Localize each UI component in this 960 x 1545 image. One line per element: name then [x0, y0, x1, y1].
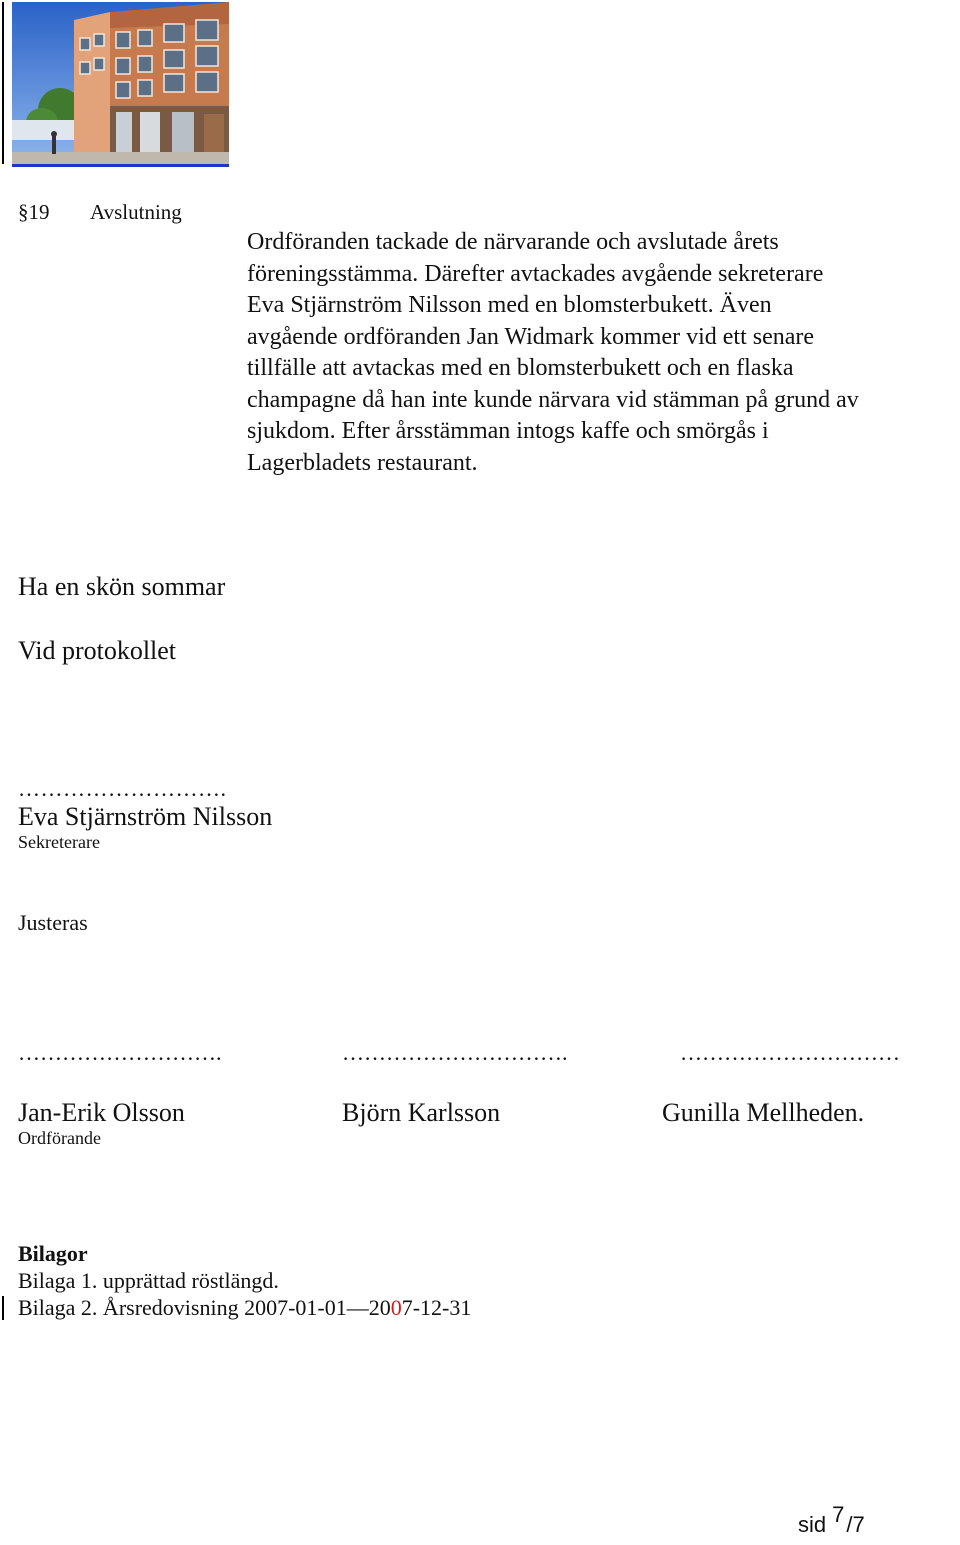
attachment-item-2-prefix: Bilaga 2. Årsredovisning 2007-01-01—20 [18, 1295, 391, 1320]
attachments-heading: Bilagor [18, 1241, 88, 1266]
signature-line-3: ………………………… [680, 1040, 900, 1065]
paragraph-line: sjukdom. Efter årsstämman intogs kaffe och smörgås i [247, 418, 769, 444]
page-number-current: 7 [832, 1502, 845, 1527]
paragraph-line: föreningsstämma. Därefter avtackades avgående sekreterare [247, 260, 824, 287]
page-number-label: sid [798, 1512, 827, 1537]
paragraph-line: champagne då han inte kunde närvara vid stämman på grund av [247, 386, 859, 413]
attachment-item-2-suffix: 7-12-31 [401, 1295, 472, 1320]
justeras-label: Justeras [18, 910, 88, 935]
paragraph-line: Lagerbladets restaurant. [247, 449, 478, 476]
paragraph-line: Eva Stjärnström Nilsson med en blomsterbukett. Även [247, 292, 772, 318]
protocol-label: Vid protokollet [18, 636, 177, 665]
signature-line-2: …………………………. [342, 1040, 568, 1065]
paragraph-line: Ordföranden tackade de närvarande och avslutade årets [247, 229, 779, 255]
section-paragraph [247, 227, 952, 479]
revision-bar-bilaga [2, 1296, 4, 1320]
attachment-item-2 [18, 1295, 471, 1321]
paragraph-line: tillfälle att avtackas med en blomsterbukett och en flaska [247, 355, 794, 381]
attachment-item-2-revised-digit: 0 [390, 1295, 402, 1320]
attachment-item-1: Bilaga 1. upprättad röstlängd. [18, 1268, 279, 1293]
revision-bar-top [2, 2, 4, 164]
secretary-role: Sekreterare [18, 832, 100, 852]
page-number-total: /7 [846, 1512, 865, 1537]
secretary-name: Eva Stjärnström Nilsson [18, 802, 273, 831]
signatory-name-3: Gunilla Mellheden. [662, 1098, 865, 1127]
header-photo [12, 2, 229, 167]
section-number [18, 200, 50, 225]
section-symbol: § [18, 200, 29, 224]
signatory-name-1: Jan-Erik Olsson [18, 1098, 185, 1127]
page-number [798, 1502, 865, 1538]
paragraph-line: avgående ordföranden Jan Widmark kommer vid ett senare [247, 323, 815, 350]
section-number-value: 19 [28, 200, 50, 224]
signatory-name-2: Björn Karlsson [342, 1098, 501, 1127]
closing-greeting: Ha en skön sommar [18, 572, 226, 601]
section-title: Avslutning [90, 200, 182, 224]
signatory-role-1: Ordförande [18, 1128, 101, 1148]
secretary-signature-line: ………………………. [18, 776, 227, 801]
signature-line-1: ………………………. [18, 1040, 222, 1065]
